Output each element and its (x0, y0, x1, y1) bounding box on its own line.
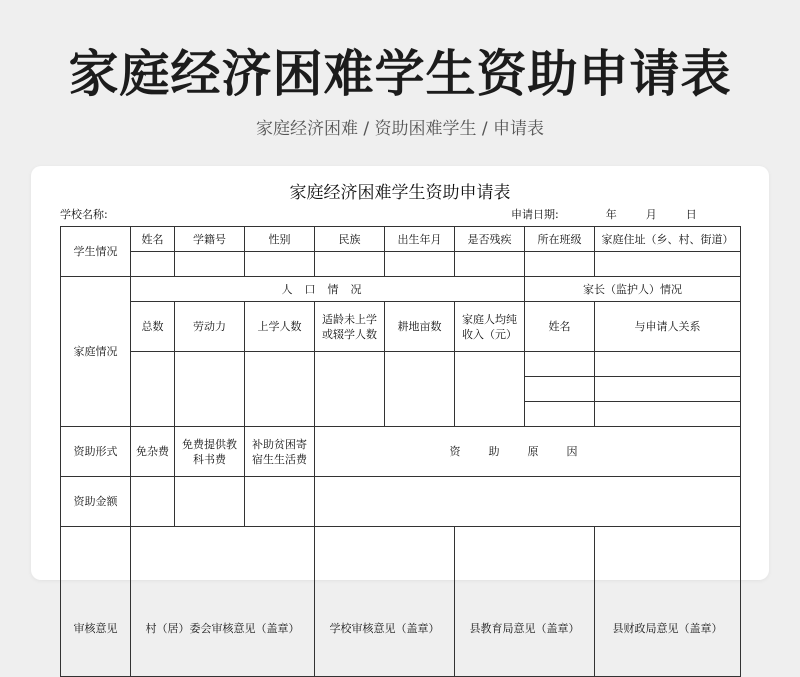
date-day: 日 (685, 208, 697, 221)
input-out-of-school[interactable] (315, 352, 385, 427)
input-relation-1[interactable] (595, 352, 741, 377)
input-relation-3[interactable] (595, 402, 741, 427)
input-ethnicity[interactable] (315, 252, 385, 277)
section-aid: 资助形式 (61, 427, 131, 477)
col-total: 总数 (131, 302, 175, 352)
col-gender: 性别 (245, 227, 315, 252)
population-header: 人口情况 (131, 277, 525, 302)
input-student-id[interactable] (175, 252, 245, 277)
section-family: 家庭情况 (61, 277, 131, 427)
col-ethnicity: 民族 (315, 227, 385, 252)
aid-reason: 资助原因 (315, 427, 741, 477)
aid-boarding-subsidy: 补助贫困寄宿生生活费 (245, 427, 315, 477)
input-disability[interactable] (455, 252, 525, 277)
input-gender[interactable] (245, 252, 315, 277)
form-card (31, 166, 769, 635)
review-education-bureau: 县教育局意见（盖章） (455, 527, 595, 677)
col-guardian-name: 姓名 (525, 302, 595, 352)
input-income[interactable] (455, 352, 525, 427)
date-month: 月 (645, 208, 657, 221)
col-birth: 出生年月 (385, 227, 455, 252)
col-students: 上学人数 (245, 302, 315, 352)
input-class[interactable] (525, 252, 595, 277)
col-income: 家庭人均纯收入（元） (455, 302, 525, 352)
input-relation-2[interactable] (595, 377, 741, 402)
section-student: 学生情况 (61, 227, 131, 277)
input-farmland[interactable] (385, 352, 455, 427)
input-address[interactable] (595, 252, 741, 277)
col-student-id: 学籍号 (175, 227, 245, 252)
input-birth[interactable] (385, 252, 455, 277)
input-reason[interactable] (315, 477, 741, 527)
application-date (511, 206, 697, 222)
form-title: 家庭经济困难学生资助申请表 (289, 183, 511, 203)
aid-fee-waiver: 免杂费 (131, 427, 175, 477)
col-out-of-school: 适龄未上学或辍学人数 (315, 302, 385, 352)
page-subtitle: 家庭经济困难 / 资助困难学生 / 申请表 (255, 119, 545, 139)
col-name: 姓名 (131, 227, 175, 252)
input-guardian-name-2[interactable] (525, 377, 595, 402)
input-guardian-name-1[interactable] (525, 352, 595, 377)
input-labor[interactable] (175, 352, 245, 427)
page-title: 家庭经济困难学生资助申请表 (68, 45, 732, 103)
col-disability: 是否残疾 (455, 227, 525, 252)
date-label: 申请日期: (511, 208, 559, 221)
aid-free-textbooks: 免费提供教科书费 (175, 427, 245, 477)
col-farmland: 耕地亩数 (385, 302, 455, 352)
col-address: 家庭住址（乡、村、街道） (595, 227, 741, 252)
input-students[interactable] (245, 352, 315, 427)
review-village: 村（居）委会审核意见（盖章） (131, 527, 315, 677)
review-school: 学校审核意见（盖章） (315, 527, 455, 677)
section-review: 审核意见 (61, 527, 131, 677)
section-amount: 资助金额 (61, 477, 131, 527)
school-name-label: 学校名称: (60, 208, 108, 221)
review-finance-bureau: 县财政局意见（盖章） (595, 527, 741, 677)
col-relation: 与申请人关系 (595, 302, 741, 352)
input-total[interactable] (131, 352, 175, 427)
col-labor: 劳动力 (175, 302, 245, 352)
input-guardian-name-3[interactable] (525, 402, 595, 427)
application-form-table (60, 226, 741, 677)
input-amount-2[interactable] (175, 477, 245, 527)
input-amount-3[interactable] (245, 477, 315, 527)
col-class: 所在班级 (525, 227, 595, 252)
input-name[interactable] (131, 252, 175, 277)
guardian-header: 家长（监护人）情况 (525, 277, 741, 302)
input-amount-1[interactable] (131, 477, 175, 527)
date-year: 年 (605, 208, 617, 221)
